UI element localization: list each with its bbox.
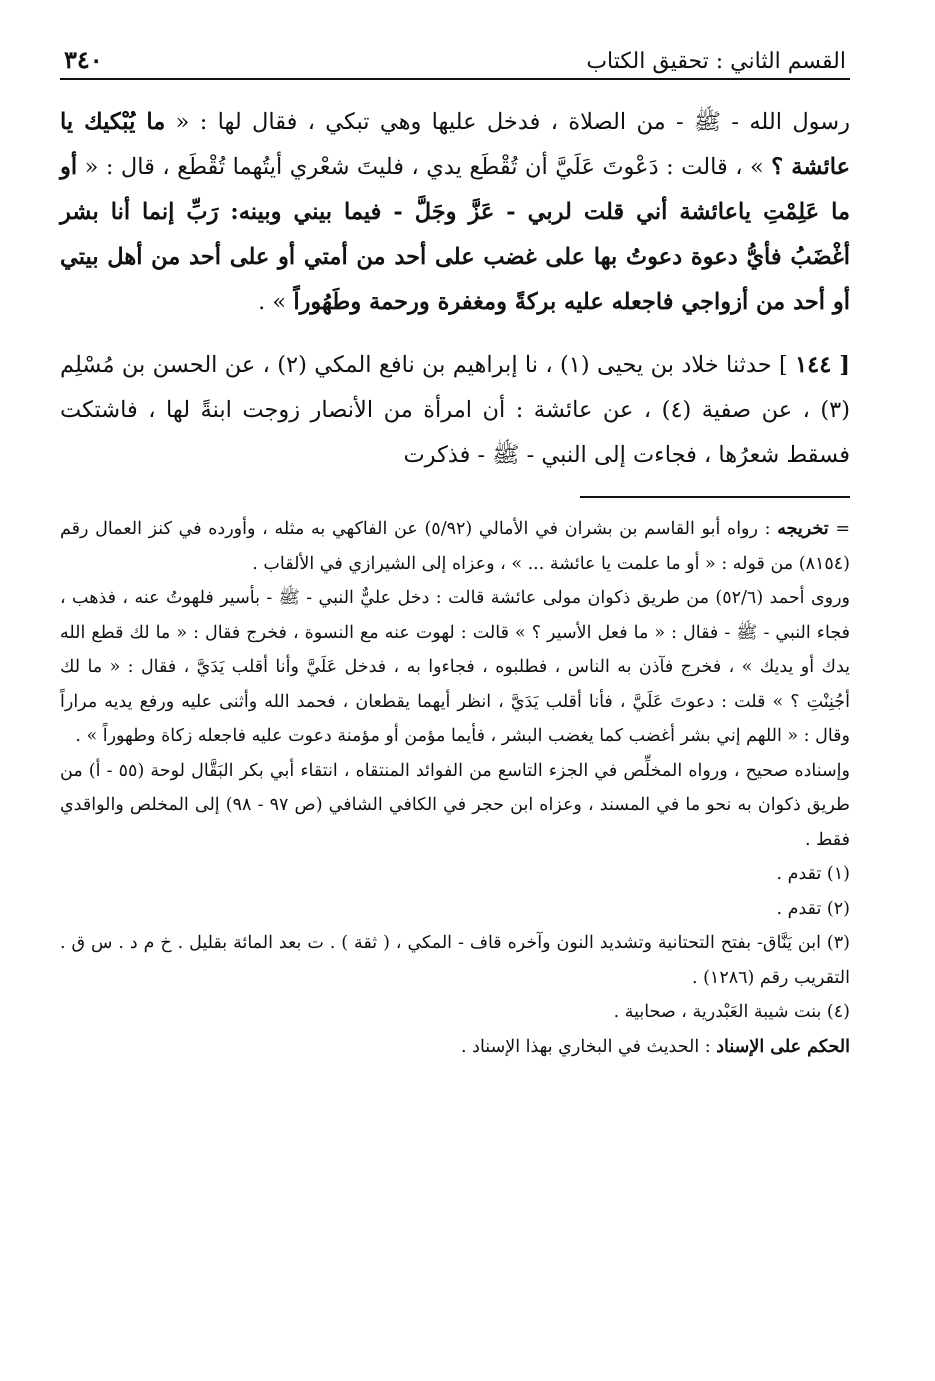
main-text xyxy=(60,100,850,478)
hadith-paragraph-2: [ ١٤٤ ] حدثنا خلاد بن يحيى (١) ، نا إبراهيم بن نافع المكي (٢) ، عن الحسن بن مُسْلِم (٣) ، عن صفية (٤) ، عن عائشة : أن امرأة من الأنصار زوجت ابنةً لها ، فاشتكت فسقط شعرُها ، فجاءت إلى النبي - ﷺ - فذكرت xyxy=(60,352,851,468)
note-takhrij: = تخريجه : رواه أبو القاسم بن بشران في الأمالي (٥/٩٢) عن الفاكهي به مثله ، وأورده في كنز العمال رقم (٨١٥٤) من قوله : « أو ما علمت يا عائشة ... » ، وعزاه إلى الشيرازي في الألقاب . xyxy=(60,519,850,574)
section-title: القسم الثاني : تحقيق الكتاب xyxy=(586,49,846,74)
prophet-quote-2: أو ما عَلِمْتِ ياعائشة أني قلت لربي - عَزَّ وجَلَّ - فيما بيني وبينه: رَبِّ إنما أنا بشر أغْضَبُ فأيُّ دعوة دعوتُ بها على غضب على أحد من أمتي أو على أحد من أهل بيتي أو أحد من أزواجي فاجعله عليه بركةً ومغفرة ورحمة وطَهُوراً xyxy=(60,154,850,315)
note-isnad: وإسناده صحيح ، ورواه المخلِّص في الجزء التاسع من الفوائد المنتقاه ، انتقاء أبي بكر البَقَّال لوحة (٥٥ - أ) من طريق ذكوان به نحو ما في المسند ، وعزاه ابن حجر في الكافي الشافي (ص ٩٧ - ٩٨) إلى المخلص والواقدي فقط . xyxy=(60,760,850,850)
hadith-paragraph-1: رسول الله - ﷺ - من الصلاة ، فدخل عليها وهي تبكي ، فقال لها : « ما يُبْكيك يا عائشة ؟ » ، قالت : دَعْوتَ عَلَيَّ أن تُقْطَع يدي ، فليتَ شعْري أيتُهما تُقْطَع ، قال : « أو ما عَلِمْتِ ياعائشة أني قلت لربي - عَزَّ وجَلَّ - فيما بيني وبينه: رَبِّ إنما أنا بشر أغْضَبُ فأيُّ دعوة دعوتُ بها على غضب على أحد من أمتي أو على أحد من أهل بيتي أو أحد من أزواجي فاجعله عليه بركةً ومغفرة ورحمة وطَهُوراً » . xyxy=(60,109,851,315)
footnote-2: (٢) تقدم . xyxy=(776,898,850,919)
prophet-quote-1: ما يُبْكيك يا عائشة ؟ xyxy=(60,109,850,180)
page-number: ٣٤٠ xyxy=(64,45,103,74)
footnote-4: (٤) بنت شيبة العَبْدرية ، صحابية . xyxy=(613,1002,850,1022)
footnote-1: (١) تقدم . xyxy=(776,864,850,884)
page-header xyxy=(60,30,850,80)
footnotes xyxy=(60,512,850,1064)
hadith-number: ١٤٤ xyxy=(795,352,832,378)
book-page xyxy=(60,30,850,1064)
footnote-3: (٣) ابن يَنَّاق- بفتح التحتانية وتشديد النون وآخره قاف - المكي ، ( ثقة ) . ت بعد المائة بقليل . خ م د . س ق . التقريب رقم (١٢٨٦) . xyxy=(60,933,850,988)
footnote-divider xyxy=(580,496,850,498)
note-ahmad: وروى أحمد (٥٢/٦) من طريق ذكوان مولى عائشة قالت : دخل عليٌّ النبي - ﷺ - بأسير فلهوتُ عنه ، فذهب ، فجاء النبي - ﷺ - فقال : « ما فعل الأسير ؟ » قالت : لهوت عنه مع النسوة ، فخرج فقال : « ما لك قطع الله يدك أو يديك » ، فخرج فآذن به الناس ، فطلبوه ، فجاءوا به ، فدخل عَلَيَّ وأنا أقلب يَدَيَّ ، فقال : « ما لك أجُنِنْتِ ؟ » قلت : دعوتَ عَلَيَّ ، فأنا أقلب يَدَيَّ ، انظر أيهما يقطعان ، فحمد الله وأثنى عليه ورفع يديه مراراً وقال : « اللهم إني بشر أغضب كما يغضب البشر ، فأيما مؤمن أو مؤمنة دعوت عليه فاجعله زكاة وطهوراً » . xyxy=(60,588,850,746)
isnad-ruling: الحكم على الإسناد : الحديث في البخاري بهذا الإسناد . xyxy=(461,1036,850,1057)
